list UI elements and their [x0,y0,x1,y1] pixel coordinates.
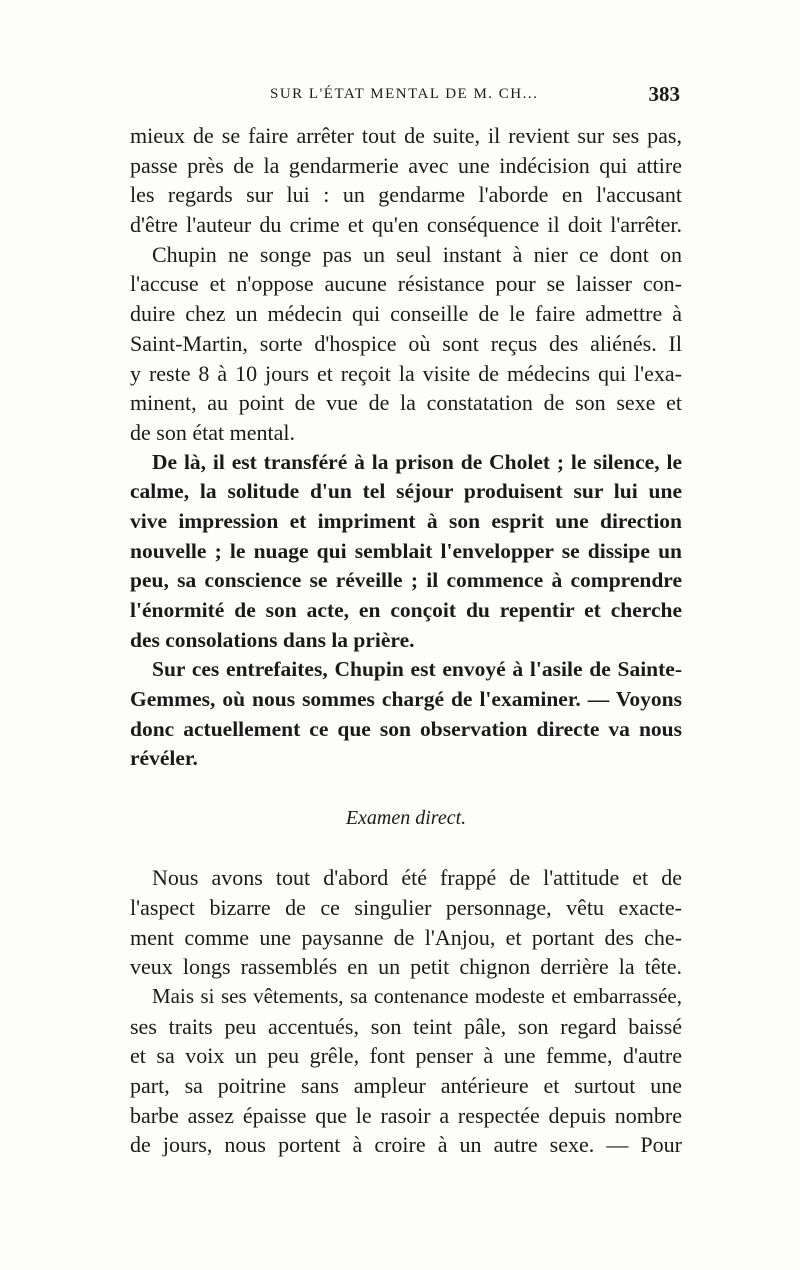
blank-line [130,834,682,864]
body-text [130,121,682,1160]
text-line: Sur ces entrefaites, Chupin est envoyé à l'asile de Sainte- [152,657,682,682]
text-line: vive impression et impriment à son esprit une direction [130,508,682,533]
text-line: y reste 8 à 10 jours et reçoit la visite de médecins qui l'exa- [130,360,682,386]
paragraph [130,121,682,448]
text-line: de son état mental. [130,419,295,445]
text-line: de jours, nous portent à croire à un autre sexe. — Pour [130,1132,682,1158]
text-line: Chupin ne songe pas un seul instant à nier ce dont on [152,241,682,267]
text-line: veux longs rassemblés en un petit chignon derrière la tête. [130,954,682,980]
text-line: De là, il est transféré à la prison de Cholet ; le silence, le [152,449,682,474]
text-line: ses traits peu accentués, son teint pâle, son regard baissé [130,1013,682,1039]
text-line: les regards sur lui : un gendarme l'aborde en l'accusant [130,182,682,208]
text-line: minent, au point de vue de la constatation de son sexe et [130,390,682,416]
text-line: Saint-Martin, sorte d'hospice où sont reçus des aliénés. Il [130,330,682,356]
text-line: révéler. [130,746,198,771]
text-line: donc actuellement ce que son observation directe va nous [130,716,682,741]
page-number: 383 [648,82,680,106]
paragraph [130,448,682,656]
paragraph [130,863,682,1160]
text-line: passe près de la gendarmerie avec une indécision qui attire [130,152,682,178]
text-line: l'aspect bizarre de ce singulier personnage, vêtu exacte- [130,894,682,920]
blank-line [130,774,682,804]
text-line: ment comme une paysanne de l'Anjou, et portant des che- [130,924,682,950]
text-line: Nous avons tout d'abord été frappé de l'attitude et de [152,865,682,891]
text-line: Mais si ses vêtements, sa contenance modeste et embarrassée, [152,983,682,1008]
text-line: mieux de se faire arrêter tout de suite, il revient sur ses pas, [130,123,682,148]
text-line: et sa voix un peu grêle, font penser à une femme, d'autre [130,1043,682,1069]
text-line: duire chez un médecin qui conseille de le faire admettre à [130,301,682,327]
paragraph [130,655,682,774]
text-line: peu, sa conscience se réveille ; il commence à comprendre [130,568,682,593]
text-line: barbe assez épaisse que le rasoir a respectée depuis nombre [130,1102,682,1128]
text-line: nouvelle ; le nuage qui semblait l'envelopper se dissipe un [130,538,682,563]
text-line: des consolations dans la prière. [130,627,415,652]
section-heading: Examen direct. [345,806,467,829]
running-title: SUR L'ÉTAT MENTAL DE M. CH... [270,86,539,102]
dense-print-block [130,448,682,775]
text-line: l'énormité de son acte, en conçoit du repentir et cherche [130,598,682,622]
running-head [130,82,680,110]
text-line: part, sa poitrine sans ampleur antérieure et surtout une [130,1073,682,1098]
text-line: Gemmes, où nous sommes chargé de l'examiner. — Voyons [130,687,682,712]
text-line: calme, la solitude d'un tel séjour produisent sur lui une [130,479,682,504]
text-line: l'accuse et n'oppose aucune résistance pour se laisser con- [130,271,682,297]
text-line: d'être l'auteur du crime et qu'en conséquence il doit l'arrêter. [130,212,682,238]
